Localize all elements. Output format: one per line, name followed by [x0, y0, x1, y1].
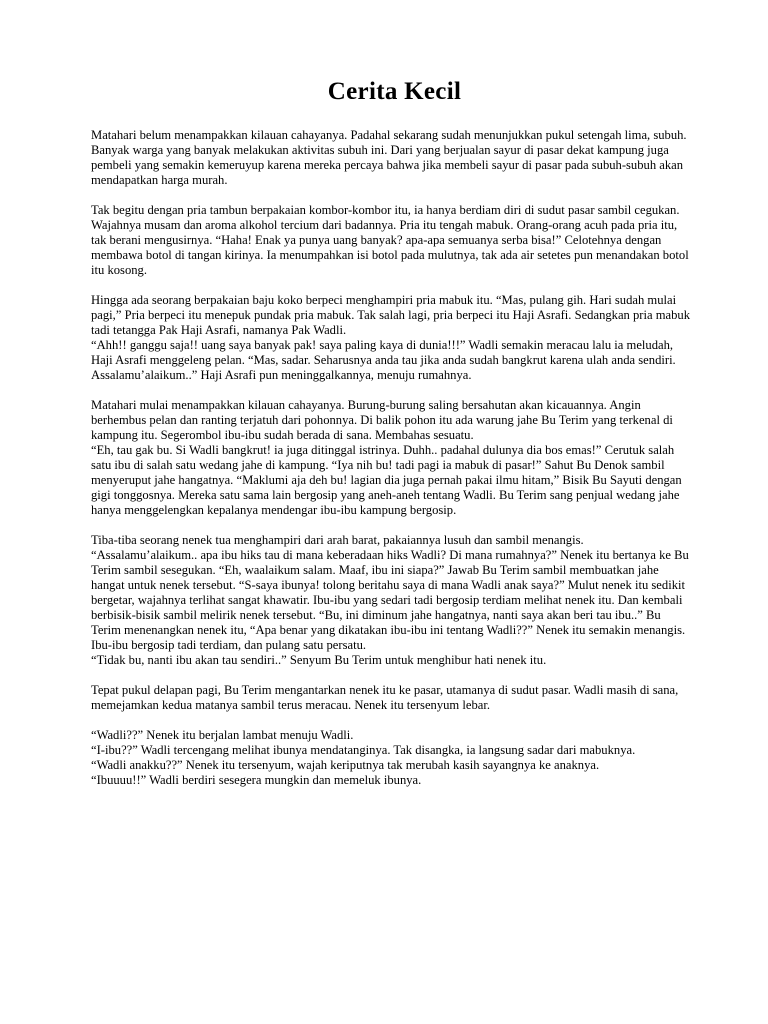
dialogue-line: “I-ibu??” Wadli tercengang melihat ibunya mendatanginya. Tak disangka, ia langsung sadar dari mabuknya.: [91, 743, 636, 757]
paragraph-3: [91, 293, 692, 383]
paragraph-text: Matahari belum menampakkan kilauan cahayanya. Padahal sekarang sudah menunjukkan pukul setengah lima, subuh. Banyak warga yang banyak melakukan aktivitas subuh ini. Dari yang berjualan sayur di pasar dekat kampung juga pembeli yang semakin kemeruyup karena mereka percaya bahwa jika membeli sayur di pasar pada subuh-subuh akan mendapatkan harga murah.: [91, 128, 687, 187]
paragraph-text: Tepat pukul delapan pagi, Bu Terim mengantarkan nenek itu ke pasar, utamanya di sudut pasar. Wadli masih di sana, memejamkan kedua matanya sambil terus meracau. Nenek itu tersenyum lebar.: [91, 683, 679, 712]
dialogue-line: “Ibuuuu!!” Wadli berdiri sesegera mungkin dan memeluk ibunya.: [91, 773, 422, 787]
paragraph-2: [91, 203, 692, 278]
dialogue-line: “Assalamu’alaikum.. apa ibu hiks tau di mana keberadaan hiks Wadli? Di mana rumahnya?” Nenek itu bertanya ke Bu Terim sambil sesegukan. “Eh, waalaikum salam. Maaf, ibu ini siapa?” Jawab Bu Terim sambil membuatkan jahe hangat untuk nenek tersebut. “S-saya ibunya! tolong beritahu saya di mana Wadli anak saya?” Mulut nenek itu sedikit bergetar, wajahnya terlihat sangat khawatir. Ibu-ibu yang sedari tadi bergosip terdiam melihat nenek itu. Dan kembali berbisik-bisik sambil melirik nenek tersebut. “Bu, ini diminum jahe hangatnya, nanti saya akan beri tau ibu..” Bu Terim menenangkan nenek itu, “Apa benar yang dikatakan ibu-ibu ini tentang Wadli??” Nenek itu semakin menangis. Ibu-ibu bergosip tadi terdiam, dan pulang satu persatu.: [91, 548, 689, 652]
document-title: Cerita Kecil: [327, 78, 462, 105]
dialogue-line: “Wadli anakku??” Nenek itu tersenyum, wajah keriputnya tak merubah kasih sayangnya ke anaknya.: [91, 758, 600, 772]
dialogue-line: “Tidak bu, nanti ibu akan tau sendiri..” Senyum Bu Terim untuk menghibur hati nenek itu.: [91, 653, 547, 667]
paragraph-5: [91, 533, 692, 668]
paragraph-6: [91, 683, 692, 713]
paragraph-text: Matahari mulai menampakkan kilauan cahayanya. Burung-burung saling bersahutan akan kicauannya. Angin berhembus pelan dan ranting terjatuh dari pohonnya. Di balik pohon itu ada warung jahe Bu Terim yang terkenal di kampung itu. Segerombol ibu-ibu sudah berada di sana. Membahas sesuatu.: [91, 398, 673, 442]
paragraph-text: Tak begitu dengan pria tambun berpakaian kombor-kombor itu, ia hanya berdiam diri di sudut pasar sambil cegukan. Wajahnya musam dan aroma alkohol tercium dari badannya. Pria itu tengah mabuk. Orang-orang acuh pada pria itu, tak berani mengusirnya. “Haha! Enak ya punya uang banyak? apa-apa semuanya serba bisa!” Celotehnya dengan membawa botol di tangan kirinya. Ia menumpahkan isi botol pada mulutnya, tak ada air setetes pun menandakan botol itu kosong.: [91, 203, 689, 277]
paragraph-7: [91, 728, 692, 788]
dialogue-line: “Ahh!! ganggu saja!! uang saya banyak pak! saya paling kaya di dunia!!!” Wadli semakin meracau lalu ia meludah, Haji Asrafi menggeleng pelan. “Mas, sadar. Seharusnya anda tau jika anda sudah bangkrut karena ulah anda sendiri. Assalamu’alaikum..” Haji Asrafi pun meninggalkannya, menuju rumahnya.: [91, 338, 676, 382]
paragraph-text: Tiba-tiba seorang nenek tua menghampiri dari arah barat, pakaiannya lusuh dan sambil menangis.: [91, 533, 584, 547]
document-body: [91, 128, 692, 788]
paragraph-1: [91, 128, 692, 188]
dialogue-line: “Eh, tau gak bu. Si Wadli bangkrut! ia juga ditinggal istrinya. Duhh.. padahal dulunya dia bos emas!” Cerutuk salah satu ibu di salah satu wedang jahe di kampung. “Iya nih bu! tadi pagi ia mabuk di pasar!” Sahut Bu Denok sambil menyeruput jahe hangatnya. “Maklumi aja deh bu! lagian dia juga pernah pakai ilmu hitam,” Bisik Bu Sayuti dengan gigi tonggosnya. Mereka satu sama lain bergosip yang aneh-aneh tentang Wadli. Bu Terim sang penjual wedang jahe hanya menggelengkan kepalanya mendengar ibu-ibu kampung bergosip.: [91, 443, 682, 517]
paragraph-4: [91, 398, 692, 518]
paragraph-text: Hingga ada seorang berpakaian baju koko berpeci menghampiri pria mabuk itu. “Mas, pulang gih. Hari sudah mulai pagi,” Pria berpeci itu menepuk pundak pria mabuk. Tak salah lagi, pria berpeci itu Haji Asrafi. Sedangkan pria mabuk tadi tetangga Pak Haji Asrafi, namanya Pak Wadli.: [91, 293, 691, 337]
dialogue-line: “Wadli??” Nenek itu berjalan lambat menuju Wadli.: [91, 728, 354, 742]
